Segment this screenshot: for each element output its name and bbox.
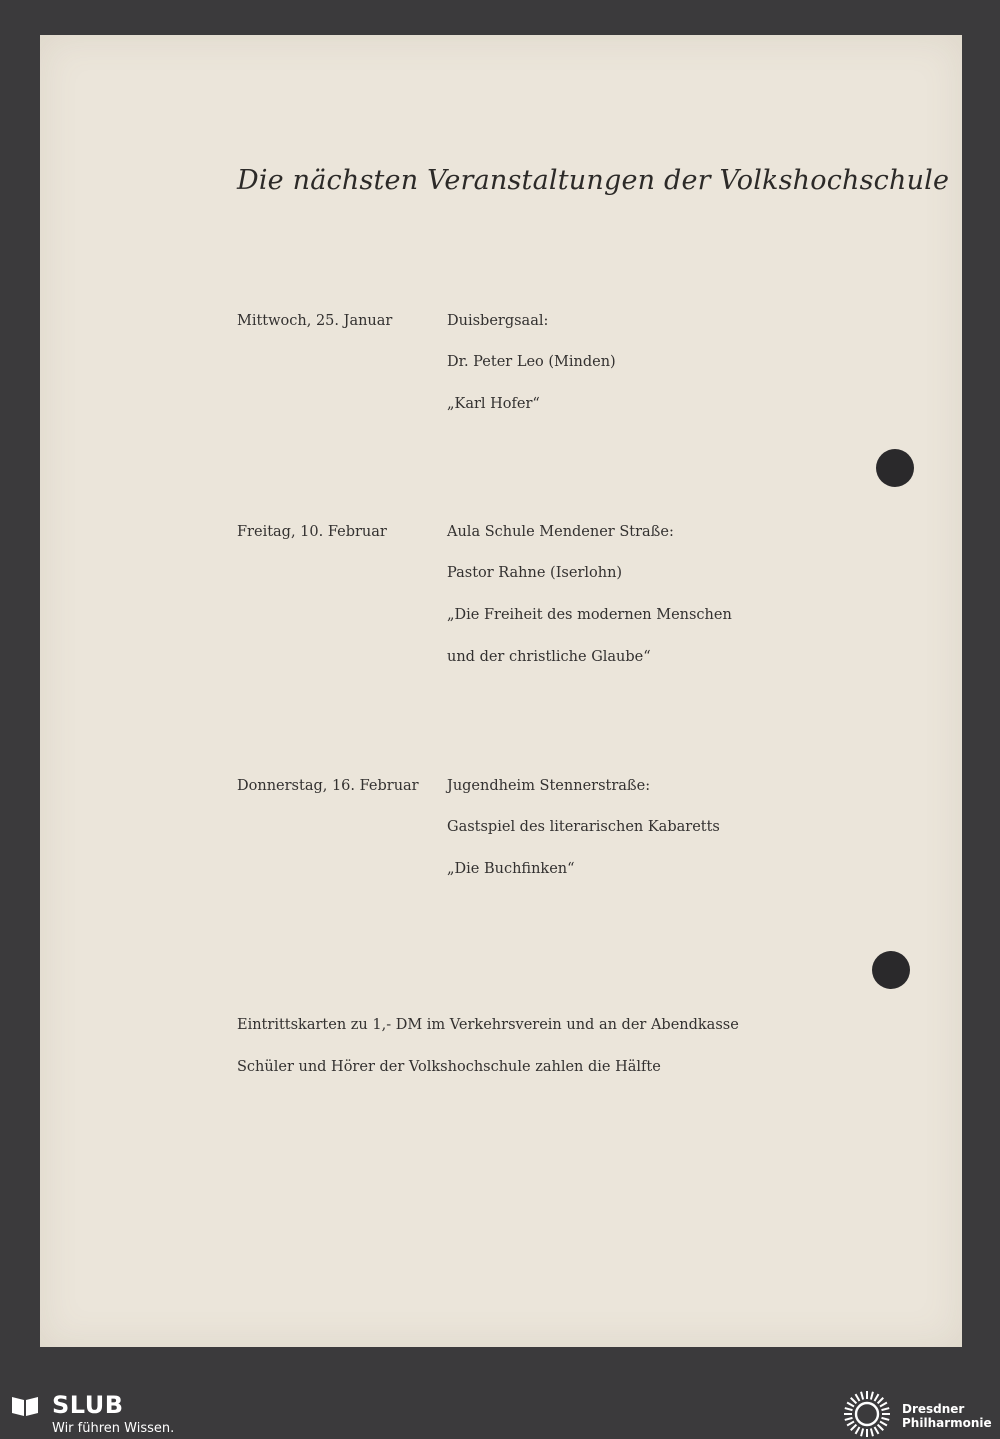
event-venue: Jugendheim Stennerstraße: xyxy=(447,778,651,794)
sunburst-ray xyxy=(847,1422,854,1426)
sunburst-ray xyxy=(847,1403,854,1407)
slub-logo-text[interactable]: SLUB xyxy=(52,1391,124,1419)
page-title: Die nächsten Veranstaltungen der Volkshochschule xyxy=(237,165,950,196)
philharmonie-logo-text[interactable] xyxy=(902,1402,992,1430)
sunburst-ray xyxy=(881,1408,889,1410)
sunburst-ray xyxy=(881,1418,889,1420)
slub-tagline: Wir führen Wissen. xyxy=(52,1421,175,1436)
discount-note: Schüler und Hörer der Volkshochschule zahlen die Hälfte xyxy=(237,1059,661,1075)
event-date: Mittwoch, 25. Januar xyxy=(237,313,393,329)
sunburst-ray xyxy=(878,1398,884,1404)
sunburst-ray xyxy=(851,1398,857,1404)
punch-hole xyxy=(872,951,910,989)
sunburst-ray xyxy=(856,1427,860,1434)
sunburst-ray xyxy=(875,1427,879,1434)
sunburst-ray xyxy=(845,1418,853,1420)
sunburst-ray xyxy=(880,1403,887,1407)
event-date: Donnerstag, 16. Februar xyxy=(237,778,419,794)
sunburst-ray xyxy=(875,1394,879,1401)
sunburst-ray xyxy=(851,1425,857,1431)
sunburst-ray xyxy=(880,1422,887,1426)
ticket-note: Eintrittskarten zu 1,- DM im Verkehrsverein und an der Abendkasse xyxy=(237,1017,739,1033)
event-topic: „Die Freiheit des modernen Menschen xyxy=(447,607,732,623)
punch-hole xyxy=(876,449,914,487)
event-description: Gastspiel des literarischen Kabaretts xyxy=(447,819,720,835)
event-topic: „Karl Hofer“ xyxy=(447,396,540,412)
event-venue: Aula Schule Mendener Straße: xyxy=(447,524,674,540)
event-speaker: Pastor Rahne (Iserlohn) xyxy=(447,565,623,581)
philharmonie-line2: Philharmonie xyxy=(902,1416,992,1430)
book-icon[interactable] xyxy=(10,1394,40,1418)
event-venue: Duisbergsaal: xyxy=(447,313,549,329)
sunburst-ray xyxy=(861,1428,863,1436)
sunburst-ray xyxy=(878,1425,884,1431)
event-date: Freitag, 10. Februar xyxy=(237,524,387,540)
event-speaker: Dr. Peter Leo (Minden) xyxy=(447,354,616,370)
sunburst-ray xyxy=(856,1394,860,1401)
footer-bar xyxy=(0,1388,1000,1439)
event-topic-continued: und der christliche Glaube“ xyxy=(447,649,651,665)
sunburst-ray xyxy=(845,1408,853,1410)
philharmonie-line1: Dresdner xyxy=(902,1402,965,1416)
sunburst-ray xyxy=(861,1392,863,1400)
event-topic: „Die Buchfinken“ xyxy=(447,861,575,877)
sunburst-ray xyxy=(871,1428,873,1436)
document-page xyxy=(40,35,962,1347)
sunburst-ray xyxy=(871,1392,873,1400)
sunburst-icon[interactable] xyxy=(840,1388,894,1439)
